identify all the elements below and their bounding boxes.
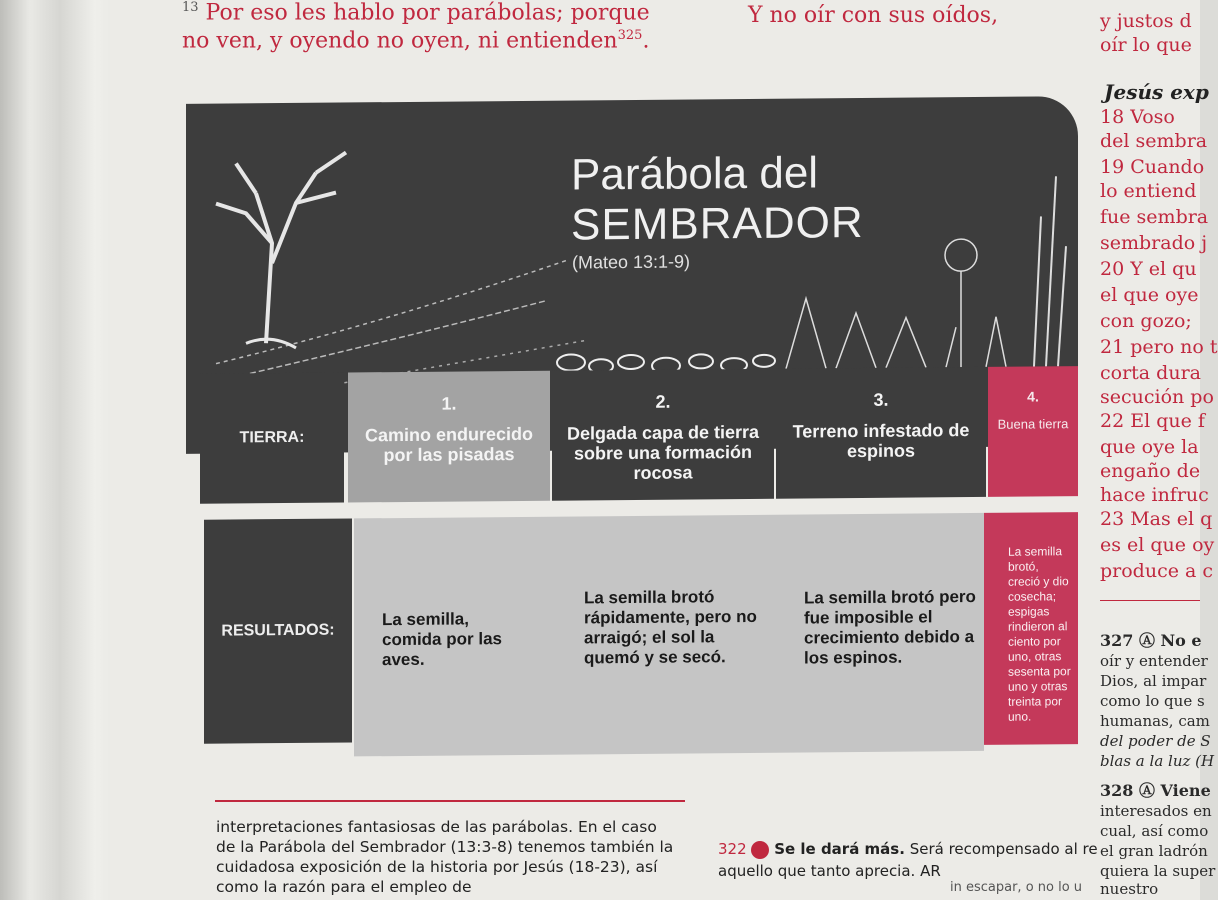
right-line: el que oye xyxy=(1100,284,1199,306)
wheat-icon xyxy=(1034,176,1066,366)
right-note-line: interesados en xyxy=(1100,802,1212,820)
row-label-tierra: TIERRA: xyxy=(200,373,344,504)
tree-icon xyxy=(216,152,346,348)
thorns-icon xyxy=(786,239,1006,369)
right-line: corta dura xyxy=(1100,362,1201,384)
soil-cell-2 xyxy=(552,369,774,501)
divider xyxy=(215,800,685,802)
right-line: oír lo que xyxy=(1100,34,1192,56)
note-icon xyxy=(751,841,769,859)
body-line3: cuidadosa exposición de la historia por Jesús (18-23), así xyxy=(216,858,658,876)
soil-number: 1. xyxy=(441,393,457,414)
right-note-line: nuestro xyxy=(1100,880,1159,898)
right-line: 21 pero no t xyxy=(1100,336,1218,358)
right-line: que oye la xyxy=(1100,436,1199,458)
note-322 xyxy=(718,840,1098,859)
right-line: 19 Cuando xyxy=(1100,156,1205,178)
right-note-line: quiera la super xyxy=(1100,862,1216,880)
soil-name: Buena tierra xyxy=(997,416,1069,432)
right-line: hace infruc xyxy=(1100,484,1209,506)
right-heading: Jesús exp xyxy=(1104,80,1209,104)
right-note-line: Dios, al impar xyxy=(1100,672,1207,690)
right-note-line: como lo que s xyxy=(1100,692,1205,710)
soil-name: Delgada capa de tierra sobre una formación rocosa xyxy=(566,421,760,483)
right-line: 18 Voso xyxy=(1100,106,1175,128)
chart-title-line2: SEMBRADOR xyxy=(571,197,864,250)
right-line: con gozo; xyxy=(1100,310,1192,332)
note-number: 322 xyxy=(718,840,747,858)
soil-number: 3. xyxy=(873,389,889,410)
soil-name: Terreno infestado de espinos xyxy=(792,420,970,462)
right-line: 22 El que f xyxy=(1100,410,1205,432)
right-line: secución po xyxy=(1100,386,1214,408)
right-line: es el que oy xyxy=(1100,534,1215,556)
soil-name: Camino endurecido por las pisadas xyxy=(364,423,534,466)
right-note-line: 327 Ⓐ No e xyxy=(1100,631,1202,650)
right-note-line: cual, así como xyxy=(1100,822,1209,840)
right-note-line: del poder de S xyxy=(1100,732,1211,750)
chart-title-line1: Parábola del xyxy=(571,148,819,200)
result-1: La semilla, comida por las aves. xyxy=(382,609,502,670)
verse-col2-line: Y no oír con sus oídos, xyxy=(748,3,999,28)
body-line1: interpretaciones fantasiosas de las parábolas. En el caso xyxy=(216,818,657,836)
note-322-line2: aquello que tanto aprecia. AR xyxy=(718,862,941,880)
chart-reference: (Mateo 13:1-9) xyxy=(572,251,691,273)
right-line: 23 Mas el q xyxy=(1100,508,1213,530)
body-line4: como la razón para el empleo de xyxy=(216,878,472,896)
right-note-line: 328 Ⓐ Viene xyxy=(1100,781,1211,800)
right-divider xyxy=(1100,600,1200,601)
right-line: lo entiend xyxy=(1100,180,1197,202)
soil-cell-4 xyxy=(988,366,1078,497)
parable-chart xyxy=(186,74,1078,762)
note-text: Será recompensado al re xyxy=(909,840,1098,858)
row-label-resultados: RESULTADOS: xyxy=(204,518,352,743)
right-line: 20 Y el qu xyxy=(1100,258,1197,280)
right-note-line: el gran ladrón xyxy=(1100,842,1208,860)
right-note-line: humanas, cam xyxy=(1100,712,1210,730)
right-line: engaño de xyxy=(1100,460,1201,482)
result-3: La semilla brotó pero fue imposible el crecimiento debido a los espinos. xyxy=(804,586,976,668)
result-4: La semilla brotó, creció y dio cosecha; espigas rindieron al ciento por uno, otras sesenta por uno y otras treinta por uno. xyxy=(1008,544,1071,724)
right-line: y justos d xyxy=(1100,10,1192,32)
soil-cell-3 xyxy=(776,367,986,499)
body-line2: de la Parábola del Sembrador (13:3-8) tenemos también la xyxy=(216,838,674,856)
note-heading: Se le dará más. xyxy=(774,840,905,858)
verse-13-line1: $^{13}$ Por eso les hablo por parábolas; porque xyxy=(182,0,650,26)
result-2: La semilla brotó rápidamente, pero no arraigó; el sol la quemó y se secó. xyxy=(584,587,757,668)
right-line: del sembra xyxy=(1100,130,1208,152)
right-line: fue sembra xyxy=(1100,206,1209,228)
right-note-line: blas a la luz (H xyxy=(1100,752,1215,770)
right-note-line: oír y entender xyxy=(1100,652,1208,670)
verse-13-line2: no ven, y oyendo no oyen, ni entienden$^{325}$. xyxy=(182,28,650,54)
right-column xyxy=(1092,0,1218,900)
soil-number: 4. xyxy=(1027,388,1039,405)
soil-number: 2. xyxy=(655,391,671,412)
right-line: produce a c xyxy=(1100,560,1214,582)
note-322-tail: in escapar, o no lo u xyxy=(950,880,1083,895)
right-line: sembrado j xyxy=(1100,232,1208,254)
soil-cell-1 xyxy=(348,371,550,503)
